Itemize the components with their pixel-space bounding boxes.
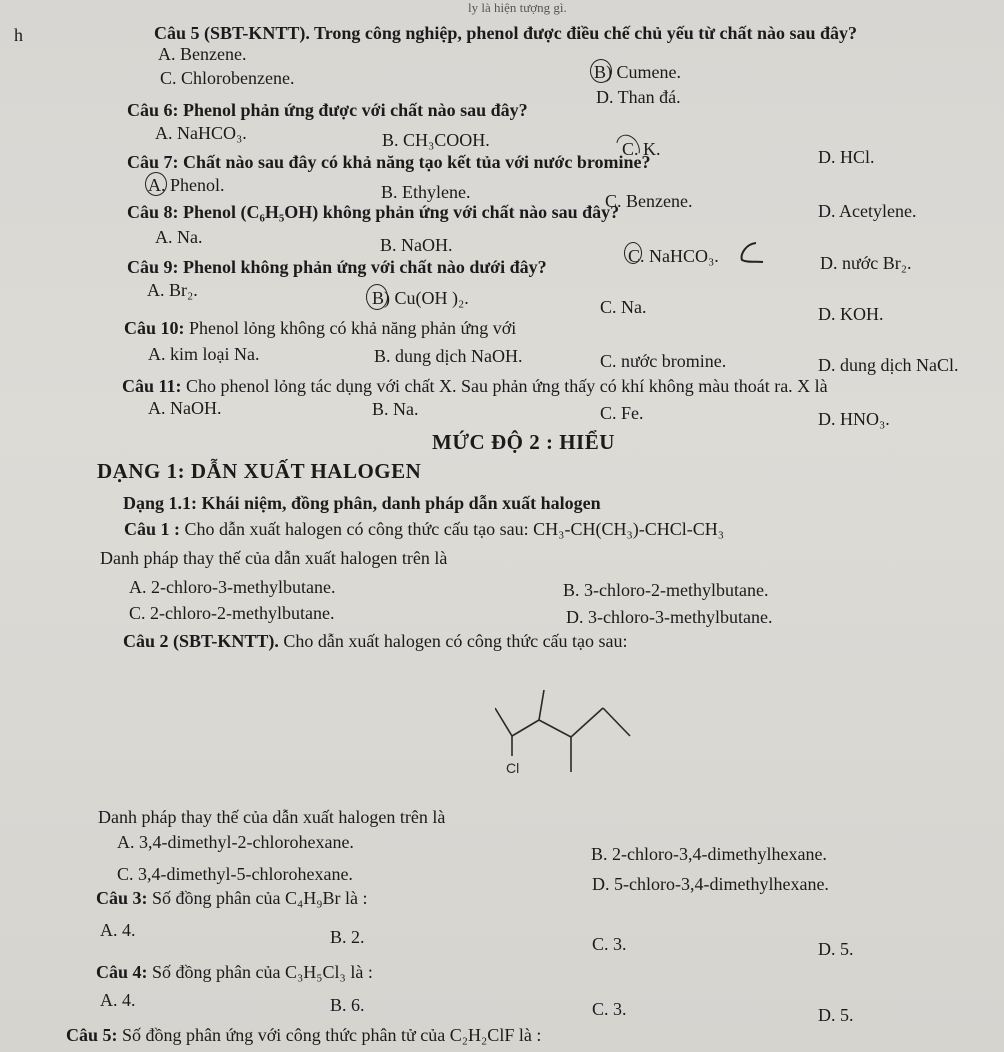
q8-stem: Câu 8: Phenol (C₆H₅OH) không phản ứng với chất nào sau đây? xyxy=(127,202,620,222)
answer-circle-mark xyxy=(624,242,642,264)
q10-option-a: A. kim loại Na. xyxy=(148,344,260,364)
q10-option-d: D. dung dịch NaCl. xyxy=(818,355,959,375)
c3-option-c: C. 3. xyxy=(592,934,627,954)
subtype-heading: Dạng 1.1: Khái niệm, đồng phân, danh pháp dẫn xuất halogen xyxy=(123,493,601,513)
q8-option-c: C. NaHCO₃. xyxy=(628,246,719,266)
q7-stem: Câu 7: Chất nào sau đây có khả năng tạo kết tủa với nước bromine? xyxy=(127,152,651,172)
q5-stem: Câu 5 (SBT-KNTT). Trong công nghiệp, phenol được điều chế chủ yếu từ chất nào sau đây? xyxy=(154,23,858,43)
q9-option-a: A. Br₂. xyxy=(147,280,198,300)
header-fragment: ly là hiện tượng gì. xyxy=(468,0,567,15)
chlorine-atom-label: Cl xyxy=(506,760,520,776)
q11-option-d: D. HNO₃. xyxy=(818,409,890,429)
q6-option-d: D. HCl. xyxy=(818,147,875,167)
q7-option-c: C. Benzene. xyxy=(605,191,693,211)
c3-stem: Câu 3: Số đồng phân của C₄H₉Br là : xyxy=(96,888,368,908)
c1-line2: Danh pháp thay thế của dẫn xuất halogen trên là xyxy=(100,548,448,568)
q6-option-b: B. CH₃COOH. xyxy=(382,130,490,150)
c4-option-d: D. 5. xyxy=(818,1005,854,1025)
pen-stroke-mark xyxy=(732,240,766,266)
q10-stem: Câu 10: Phenol lỏng không có khả năng phản ứng với xyxy=(124,318,517,338)
c5-stem: Câu 5: Số đồng phân ứng với công thức phân tử của C₂H₂ClF là : xyxy=(66,1025,542,1045)
q6-option-c: C. K. xyxy=(622,139,661,159)
q11-stem: Câu 11: Cho phenol lỏng tác dụng với chất X. Sau phản ứng thấy có khí không màu thoát ra. X là xyxy=(122,376,828,396)
q10-option-b: B. dung dịch NaOH. xyxy=(374,346,523,366)
c2-option-b: B. 2-chloro-3,4-dimethylhexane. xyxy=(591,844,827,864)
q9-stem: Câu 9: Phenol không phản ứng với chất nào dưới đây? xyxy=(127,257,547,277)
q6-option-a: A. NaHCO₃. xyxy=(155,123,247,143)
q5-option-a: A. Benzene. xyxy=(158,44,247,64)
c2-line2: Danh pháp thay thế của dẫn xuất halogen trên là xyxy=(98,807,446,827)
answer-circle-mark xyxy=(366,284,388,310)
q9-option-b: B) Cu(OH )₂. xyxy=(372,288,469,308)
type-heading: DẠNG 1: DẪN XUẤT HALOGEN xyxy=(97,459,422,483)
c1-option-d: D. 3-chloro-3-methylbutane. xyxy=(566,607,773,627)
q7-option-a: A. Phenol. xyxy=(148,175,225,195)
q5-option-c: C. Chlorobenzene. xyxy=(160,68,295,88)
level-heading: MỨC ĐỘ 2 : HIỂU xyxy=(432,430,615,454)
c2-option-d: D. 5-chloro-3,4-dimethylhexane. xyxy=(592,874,829,894)
q8-option-b: B. NaOH. xyxy=(380,235,453,255)
c4-option-c: C. 3. xyxy=(592,999,627,1019)
q10-option-c: C. nước bromine. xyxy=(600,351,727,371)
c1-stem: Câu 1 : Cho dẫn xuất halogen có công thức cấu tạo sau: CH₃-CH(CH₃)-CHCl-CH₃ xyxy=(124,519,724,539)
c3-option-b: B. 2. xyxy=(330,927,365,947)
q8-option-a: A. Na. xyxy=(155,227,203,247)
margin-mark: h xyxy=(14,25,23,45)
c3-option-d: D. 5. xyxy=(818,939,854,959)
c1-option-c: C. 2-chloro-2-methylbutane. xyxy=(129,603,335,623)
c2-option-c: C. 3,4-dimethyl-5-chlorohexane. xyxy=(117,864,353,884)
c4-option-b: B. 6. xyxy=(330,995,365,1015)
c4-stem: Câu 4: Số đồng phân của C₃H₅Cl₃ là : xyxy=(96,962,373,982)
q11-option-c: C. Fe. xyxy=(600,403,644,423)
q6-stem: Câu 6: Phenol phản ứng được với chất nào sau đây? xyxy=(127,100,528,120)
c2-stem: Câu 2 (SBT-KNTT). Cho dẫn xuất halogen có công thức cấu tạo sau: xyxy=(123,631,628,651)
q5-option-d: D. Than đá. xyxy=(596,87,681,107)
c2-option-a: A. 3,4-dimethyl-2-chlorohexane. xyxy=(117,832,354,852)
q8-option-d: D. nước Br₂. xyxy=(820,253,912,273)
q7-option-d: D. Acetylene. xyxy=(818,201,917,221)
c1-option-b: B. 3-chloro-2-methylbutane. xyxy=(563,580,769,600)
q5-option-b: B) Cumene. xyxy=(594,62,681,82)
c1-option-a: A. 2-chloro-3-methylbutane. xyxy=(129,577,336,597)
q11-option-b: B. Na. xyxy=(372,399,419,419)
answer-circle-mark xyxy=(590,59,612,83)
c3-option-a: A. 4. xyxy=(100,920,136,940)
q9-option-c: C. Na. xyxy=(600,297,647,317)
answer-circle-mark xyxy=(145,172,167,196)
skeletal-structure xyxy=(495,686,645,786)
q9-option-d: D. KOH. xyxy=(818,304,884,324)
q11-option-a: A. NaOH. xyxy=(148,398,222,418)
q7-option-b: B. Ethylene. xyxy=(381,182,471,202)
c4-option-a: A. 4. xyxy=(100,990,136,1010)
